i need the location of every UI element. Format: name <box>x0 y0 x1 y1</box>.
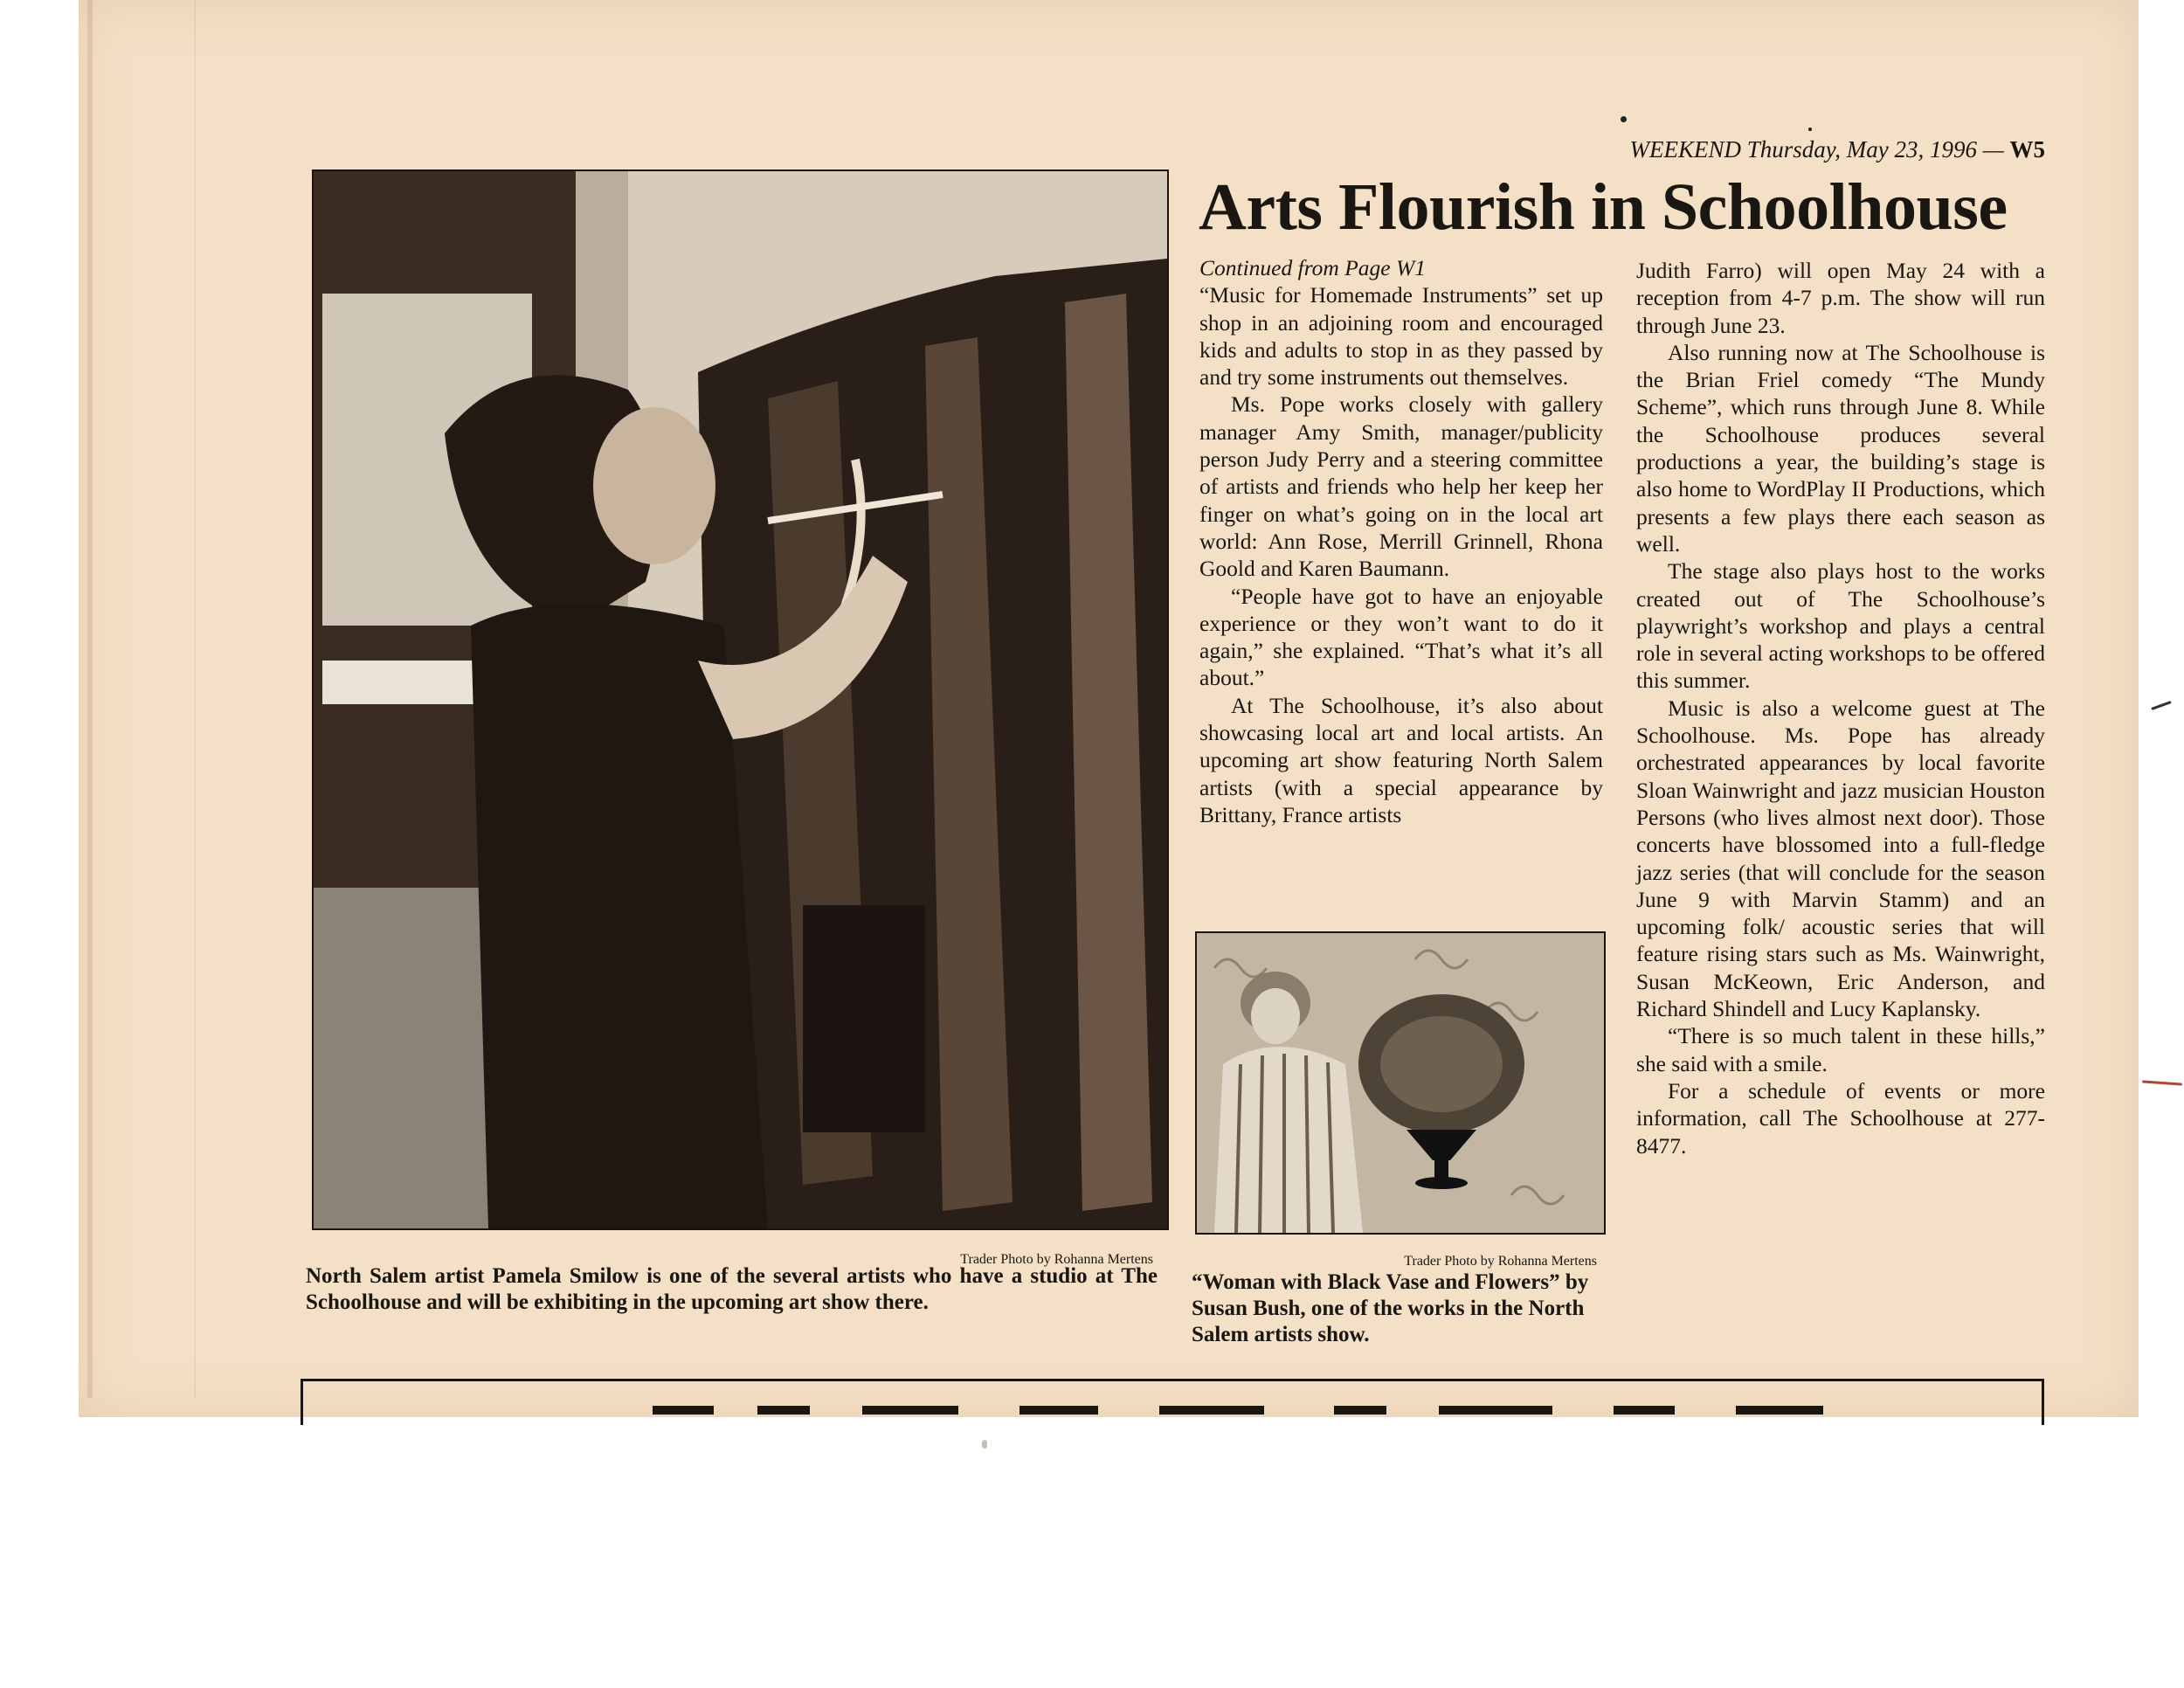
cutoff-headline-fragment <box>653 1406 714 1415</box>
paragraph: “Music for Homemade Instruments” set up shop in an adjoining room and encouraged kids and adults to stop in as they passed by and try some instruments out themselves. <box>1199 282 1603 391</box>
cutoff-headline-fragment <box>1736 1406 1823 1415</box>
page-number: W5 <box>2009 136 2045 163</box>
paper-speck <box>982 1440 987 1449</box>
paper-fold-shadow <box>87 0 93 1398</box>
cutoff-headline-fragment <box>1159 1406 1264 1415</box>
issue-date: Thursday, May 23, 1996 <box>1746 136 1977 163</box>
cutoff-headline-fragment <box>1614 1406 1675 1415</box>
red-pen-mark <box>2142 1080 2182 1085</box>
ink-dot <box>1808 128 1812 131</box>
paragraph: “People have got to have an enjoyable experience or they won’t want to do it again,” she explained. “That’s what it’s all about.” <box>1199 583 1603 691</box>
photo-artwork-woman-with-vase <box>1195 931 1606 1235</box>
paragraph: At The Schoolhouse, it’s also about showcasing local art and local artists. An upcoming art show featuring North Salem artists (with a special appearance by Brittany, France artists <box>1199 692 1603 827</box>
dateline <box>1551 136 2045 163</box>
headline: Arts Flourish in Schoolhouse <box>1199 170 2008 244</box>
caption-main: North Salem artist Pamela Smilow is one of the several artists who have a studio at The Schoolhouse and will be exhibiting in the upcoming art show there. <box>306 1264 1158 1314</box>
artwork-illustration <box>1197 933 1604 1233</box>
paragraph: Also running now at The Schoolhouse is the Brian Friel comedy “The Mundy Scheme”, which runs through June 8. While the Schoolhouse produces several productions a year, the building’s stage is also home to WordPlay II Productions, which presents a few plays there each season as well. <box>1636 339 2045 557</box>
paragraph: For a schedule of events or more information, call The Schoolhouse at 277-8477. <box>1636 1077 2045 1159</box>
continued-line: Continued from Page W1 <box>1199 255 1426 280</box>
paragraph: Music is also a welcome guest at The Schoolhouse. Ms. Pope has already orchestrated appearances by local favorite Sloan Wainwright and jazz musician Houston Persons (who lives almost next door). Those concerts have blossomed into a full-fledge jazz series (that will conclude for the season June 9 with Marvin Stamm) and an upcoming folk/ acoustic series that will feature rising stars such as Ms. Wainwright, Susan McKeown, Eric Anderson, and Richard Shindell and Lucy Kaplansky. <box>1636 695 2045 1022</box>
paragraph: Ms. Pope works closely with gallery manager Amy Smith, manager/publicity person Judy Perry and a steering committee of artists and friends who help her keep her finger on what’s going on in the local art world: Ann Rose, Merrill Grinnell, Rhona Goold and Karen Baumann. <box>1199 391 1603 582</box>
cutoff-advertisement-box <box>301 1379 2044 1425</box>
paragraph: The stage also plays host to the works created out of The Schoolhouse’s playwright’s workshop and plays a central role in several acting workshops to be offered this summer. <box>1636 558 2045 694</box>
paper-crease <box>194 0 196 1398</box>
section-name: WEEKEND <box>1629 136 1741 163</box>
dateline-dash: — <box>1976 136 2010 163</box>
article-column-1 <box>1199 254 1603 828</box>
photo-artist-painting <box>312 169 1169 1230</box>
photo-credit-artwork: Trader Photo by Rohanna Mertens <box>1404 1254 1597 1269</box>
cutoff-headline-fragment <box>1019 1406 1098 1415</box>
artist-painting-illustration <box>314 171 1167 1228</box>
cutoff-headline-fragment <box>757 1406 810 1415</box>
cutoff-headline-fragment <box>862 1406 958 1415</box>
red-pen-mark <box>2151 701 2172 710</box>
cutoff-headline-fragment <box>1439 1406 1552 1415</box>
paragraph: Judith Farro) will open May 24 with a reception from 4-7 p.m. The show will run through June 23. <box>1636 258 2045 338</box>
cutoff-headline-fragment <box>1334 1406 1386 1415</box>
ink-dot <box>1621 116 1627 122</box>
caption-artwork: “Woman with Black Vase and Flowers” by Susan Bush, one of the works in the North Salem artists show. <box>1192 1270 1589 1346</box>
article-column-2 <box>1636 257 2045 1159</box>
photo-credit-main: Trader Photo by Rohanna Mertens <box>960 1252 1153 1267</box>
paragraph: “There is so much talent in these hills,” she said with a smile. <box>1636 1023 2045 1076</box>
